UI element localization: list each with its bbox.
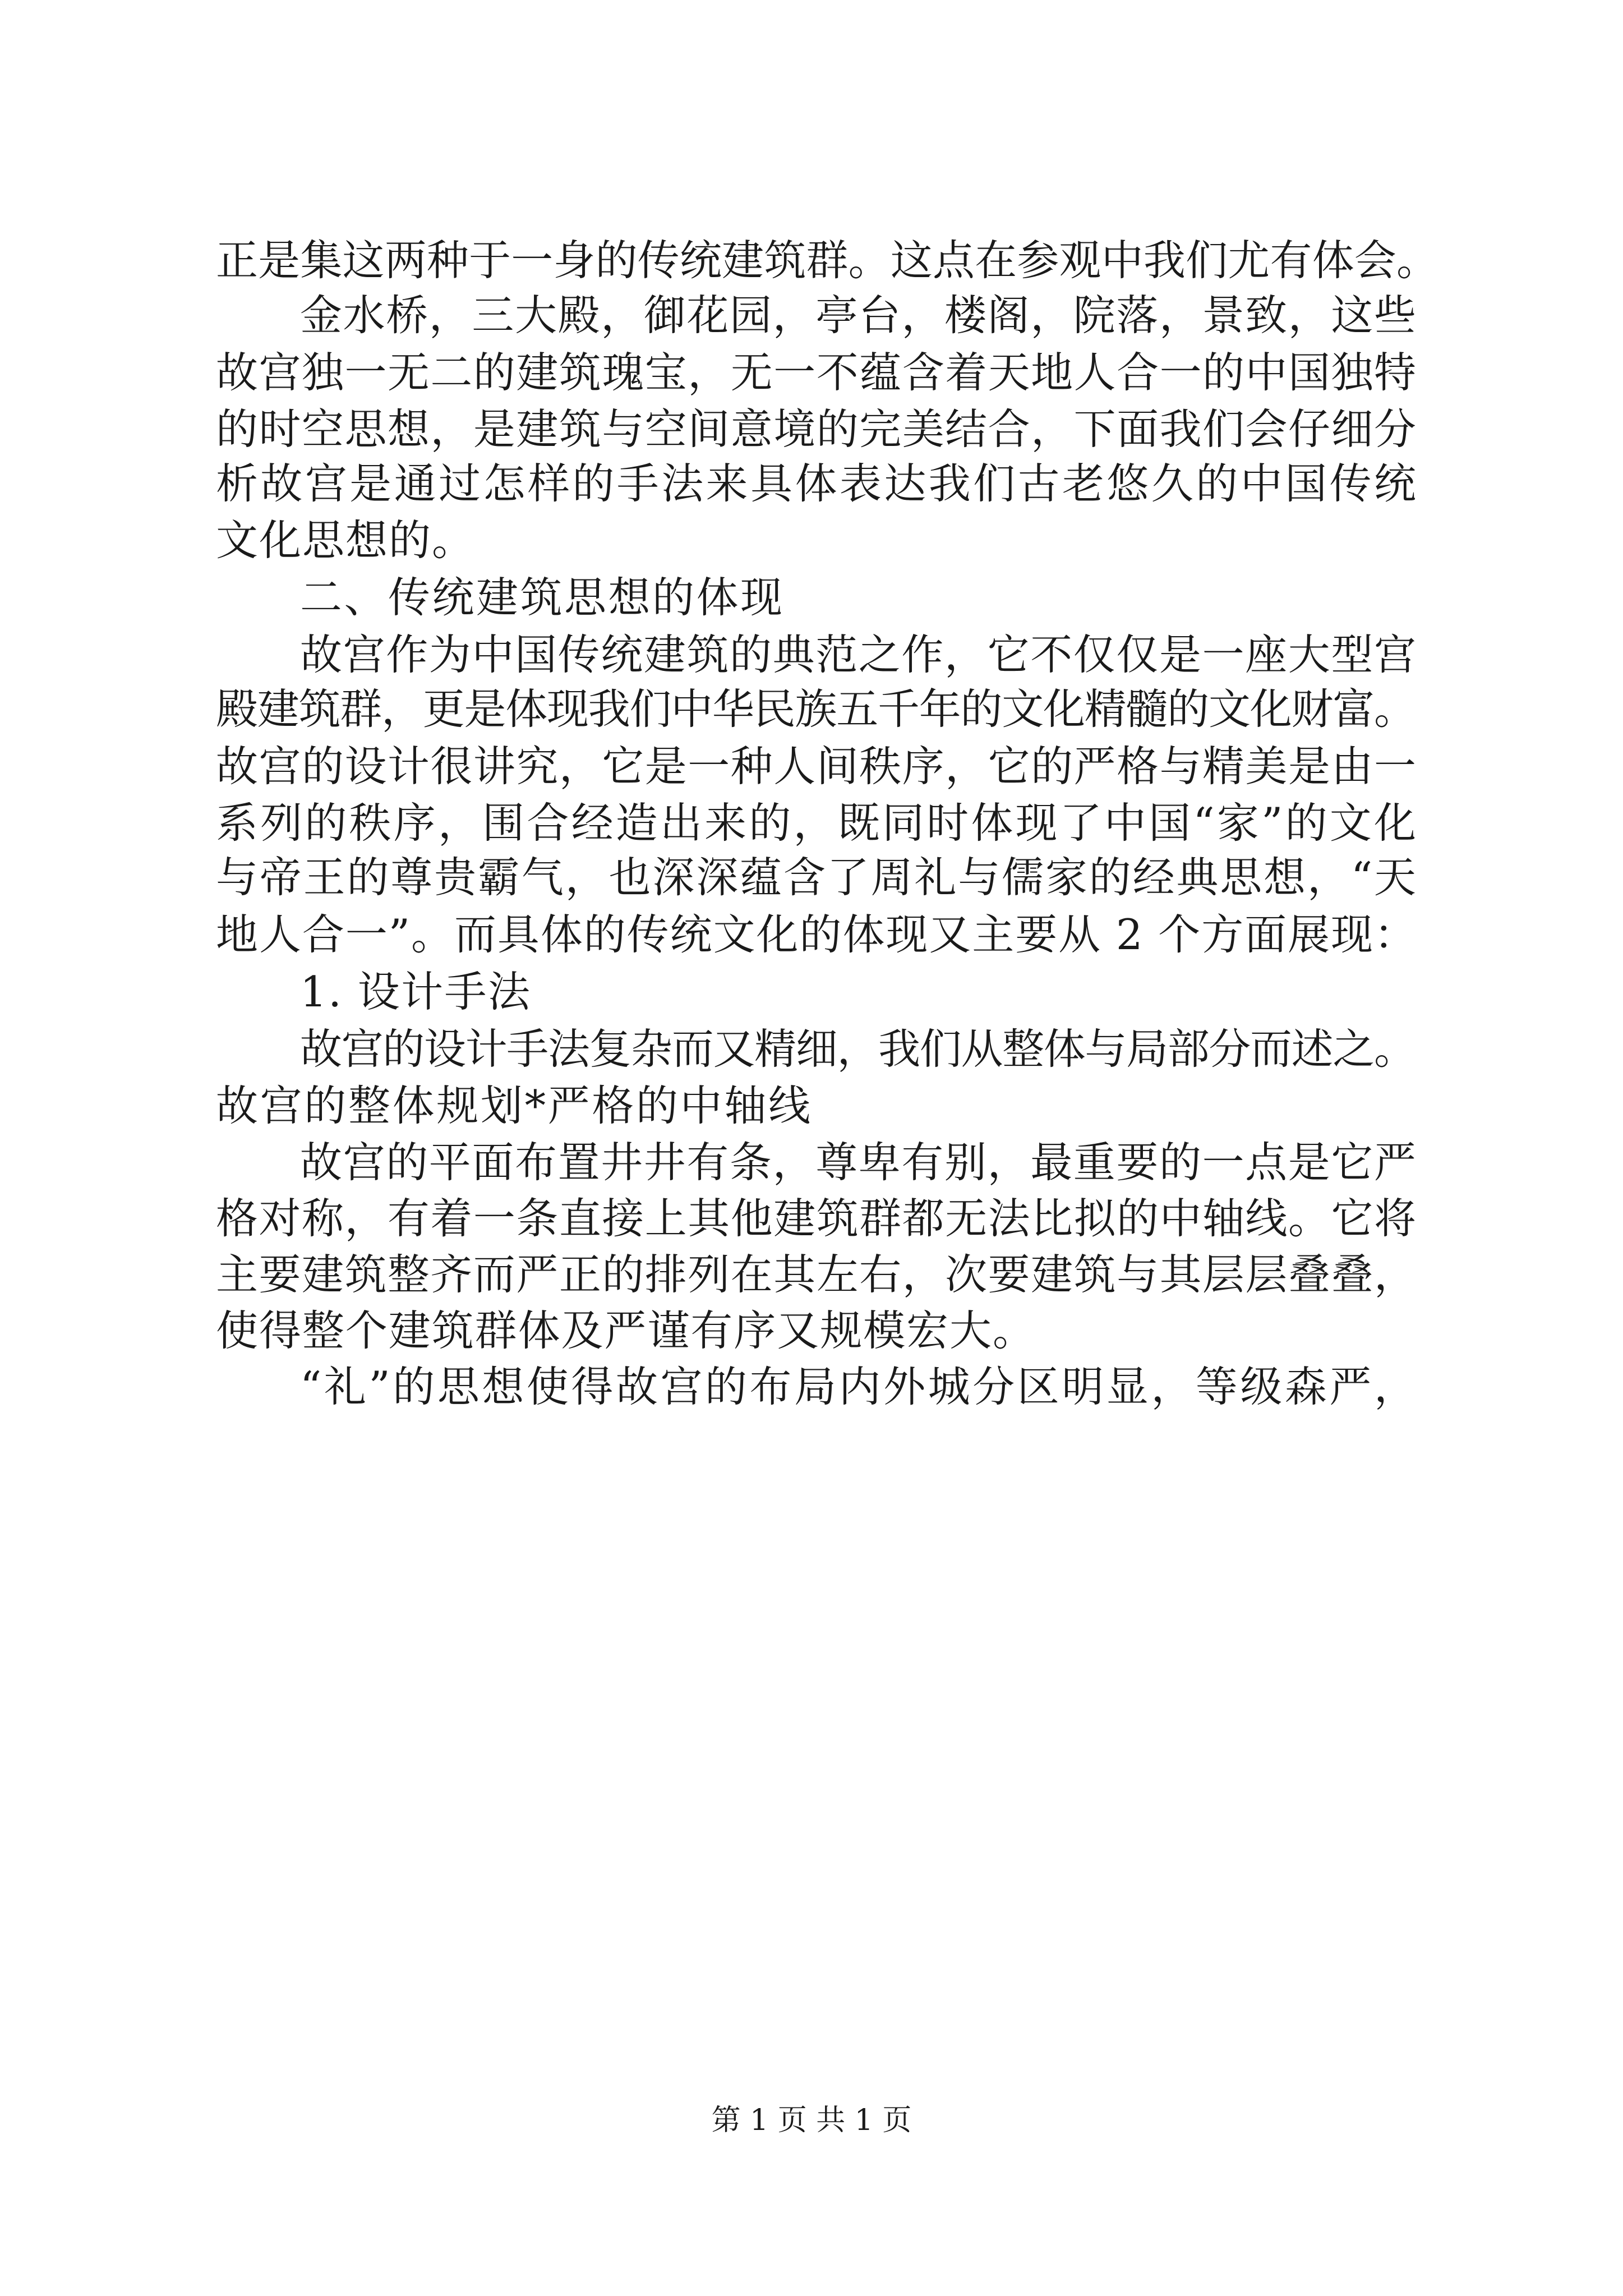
line-text: “礼”的思想使得故宫的布局内外城分区明显，等级森严， — [300, 1362, 1419, 1411]
line-text: 故宫作为中国传统建筑的典范之作，它不仅仅是一座大型宫 — [300, 630, 1417, 679]
line-text: 格对称，有着一条直接上其他建筑群都无法比拟的中轴线。它将 — [216, 1194, 1417, 1243]
line-text: 殿建筑群，更是体现我们中华民族五千年的文化精髓的文化财富。 — [216, 684, 1415, 734]
heading-text: 二、传统建筑思想的体现 — [300, 573, 785, 622]
line-text: 主要建筑整齐而严正的排列在其左右，次要建筑与其层层叠叠， — [216, 1250, 1417, 1299]
line-text: 的时空思想，是建筑与空间意境的完美结合，下面我们会仔细分 — [216, 404, 1417, 454]
line-text: 故宫的设计很讲究，它是一种人间秩序，它的严格与精美是由一 — [216, 742, 1417, 791]
heading-text: 1. 设计手法 — [300, 967, 532, 1016]
page-number: 第 1 页 共 1 页 — [711, 2104, 912, 2137]
line-text: 正是集这两种于一身的传统建筑群。这点在参观中我们尤有体会。 — [216, 236, 1439, 285]
line-text: 故宫的设计手法复杂而又精细，我们从整体与局部分而述之。 — [300, 1024, 1415, 1074]
line-text: 系列的秩序，围合经造出来的，既同时体现了中国“家”的文化 — [216, 798, 1419, 848]
line-text: 文化思想的。 — [216, 516, 475, 565]
text-line — [0, 1353, 1623, 1420]
line-text: 与帝王的尊贵霸气，也深深蕴含了周礼与儒家的经典思想，“天 — [216, 853, 1418, 902]
line-text: 故宫的整体规划*严格的中轴线 — [216, 1081, 813, 1130]
line-text: 地人合一”。而具体的传统文化的体现又主要从 2 个方面展现： — [216, 910, 1417, 959]
line-text: 故宫独一无二的建筑瑰宝，无一不蕴含着天地人合一的中国独特 — [216, 348, 1417, 397]
line-text: 析故宫是通过怎样的手法来具体表达我们古老悠久的中国传统 — [216, 459, 1419, 508]
line-text: 使得整个建筑群体及严谨有序又规模宏大。 — [216, 1306, 1036, 1355]
line-text: 故宫的平面布置井井有条，尊卑有别，最重要的一点是它严 — [300, 1138, 1417, 1187]
page-footer — [0, 2095, 1623, 2146]
line-text: 金水桥，三大殿，御花园，亭台，楼阁，院落，景致，这些 — [300, 291, 1417, 340]
